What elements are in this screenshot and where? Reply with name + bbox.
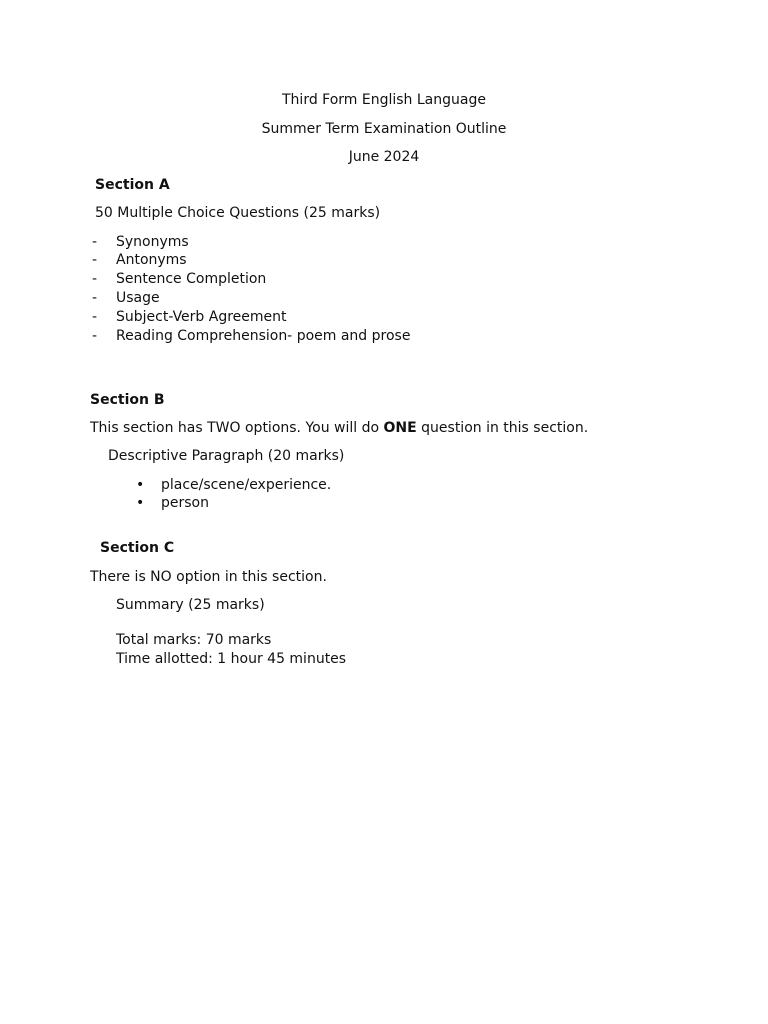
total-marks: Total marks: 70 marks bbox=[116, 632, 272, 648]
list-item-text: person bbox=[161, 495, 209, 511]
list-item-text: Subject-Verb Agreement bbox=[116, 309, 287, 325]
bullet-marker: • bbox=[136, 477, 145, 493]
dash-marker: - bbox=[92, 328, 98, 344]
section-c-heading: Section C bbox=[100, 540, 175, 556]
dash-marker: - bbox=[92, 309, 98, 325]
title-line-1: Third Form English Language bbox=[282, 92, 486, 108]
time-allotted: Time allotted: 1 hour 45 minutes bbox=[116, 651, 347, 667]
list-item-text: Synonyms bbox=[116, 234, 189, 250]
section-b-intro-end: question in this section. bbox=[416, 420, 589, 436]
section-b-intro-start: This section has TWO options. You will do bbox=[90, 420, 384, 436]
section-c-intro: There is NO option in this section. bbox=[90, 569, 327, 585]
section-a-intro: 50 Multiple Choice Questions (25 marks) bbox=[95, 205, 381, 221]
section-b-subheading: Descriptive Paragraph (20 marks) bbox=[108, 448, 345, 464]
list-item-text: place/scene/experience. bbox=[161, 477, 332, 493]
list-item-text: Usage bbox=[116, 290, 160, 306]
list-item-text: Reading Comprehension- poem and prose bbox=[116, 328, 411, 344]
list-item-text: Sentence Completion bbox=[116, 271, 267, 287]
dash-marker: - bbox=[92, 252, 98, 268]
section-b-heading: Section B bbox=[90, 392, 165, 408]
title-line-3: June 2024 bbox=[348, 149, 420, 165]
dash-marker: - bbox=[92, 290, 98, 306]
dash-marker: - bbox=[92, 234, 98, 250]
section-b-intro-emphasis: ONE bbox=[383, 420, 417, 436]
dash-marker: - bbox=[92, 271, 98, 287]
section-b-intro bbox=[90, 419, 588, 437]
section-a-heading: Section A bbox=[95, 177, 170, 193]
section-c-subheading: Summary (25 marks) bbox=[116, 597, 265, 613]
title-line-2: Summer Term Examination Outline bbox=[261, 121, 507, 137]
list-item-text: Antonyms bbox=[116, 252, 187, 268]
bullet-marker: • bbox=[136, 495, 145, 511]
